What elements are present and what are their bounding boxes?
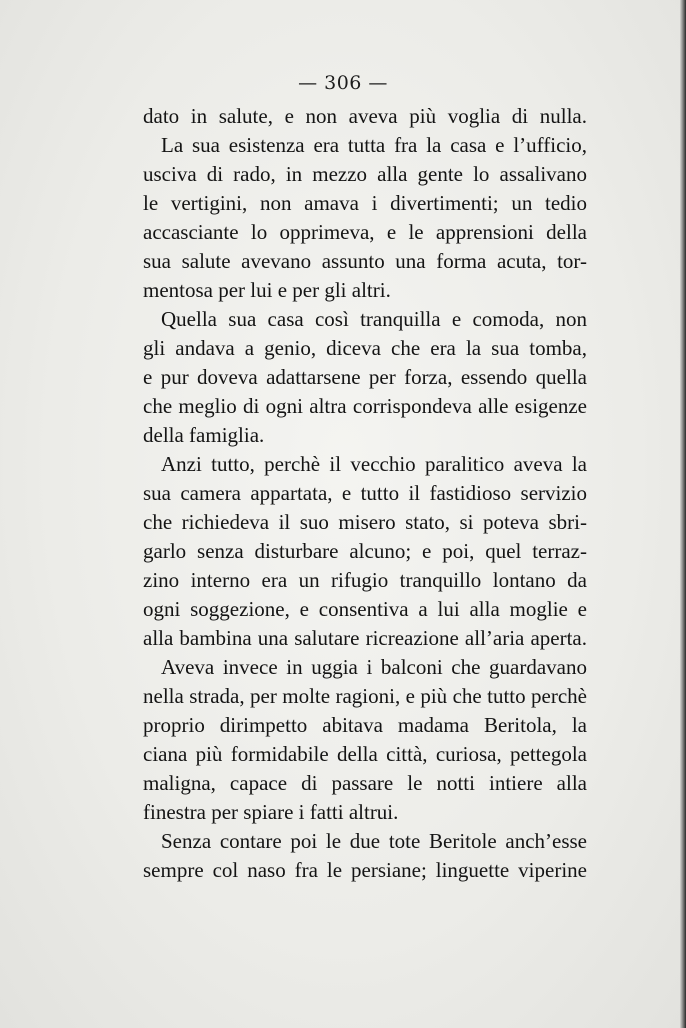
text-line: La sua esistenza era tutta fra la casa e l’ufficio, (161, 133, 587, 157)
text-line: garlo senza disturbare alcuno; e poi, quel terraz- (143, 539, 587, 563)
text-line: zino interno era un rifugio tranquillo lontano da (143, 568, 587, 592)
text-line: della famiglia. (143, 423, 265, 447)
text-line: proprio dirimpetto abitava madama Beritola, la (143, 713, 587, 737)
page-edge-shadow (680, 0, 686, 1028)
text-line: dato in salute, e non aveva più voglia di nulla. (143, 104, 587, 128)
text-line: ogni soggezione, e consentiva a lui alla moglie e (143, 597, 587, 621)
text-line: Senza contare poi le due tote Beritole anch’esse (161, 829, 587, 853)
text-line: ciana più formidabile della città, curiosa, pettegola (143, 742, 587, 766)
body-text (143, 102, 587, 885)
text-line: Aveva invece in uggia i balconi che guardavano (161, 655, 587, 679)
text-line: usciva di rado, in mezzo alla gente lo assalivano (143, 162, 587, 186)
text-line: nella strada, per molte ragioni, e più che tutto perchè (143, 684, 587, 708)
text-line: finestra per spiare i fatti altrui. (143, 800, 399, 824)
text-line: mentosa per lui e per gli altri. (143, 278, 391, 302)
text-line: maligna, capace di passare le notti intiere alla (143, 771, 587, 795)
text-line: sua salute avevano assunto una forma acuta, tor- (143, 249, 587, 273)
text-line: accasciante lo opprimeva, e le apprensioni della (143, 220, 587, 244)
text-line: che richiedeva il suo misero stato, si poteva sbri- (143, 510, 587, 534)
text-line: Quella sua casa così tranquilla e comoda, non (161, 307, 587, 331)
text-line: sempre col naso fra le persiane; linguette viperine (143, 858, 587, 882)
text-line: le vertigini, non amava i divertimenti; un tedio (143, 191, 587, 215)
text-line: sua camera appartata, e tutto il fastidioso servizio (143, 481, 587, 505)
text-line: e pur doveva adattarsene per forza, essendo quella (143, 365, 587, 389)
text-line: Anzi tutto, perchè il vecchio paralitico aveva la (161, 452, 587, 476)
text-line: gli andava a genio, diceva che era la sua tomba, (143, 336, 587, 360)
page-number: — 306 — (298, 72, 388, 94)
text-line: alla bambina una salutare ricreazione all’aria aperta. (143, 626, 587, 650)
text-line: che meglio di ogni altra corrispondeva alle esigenze (143, 394, 587, 418)
